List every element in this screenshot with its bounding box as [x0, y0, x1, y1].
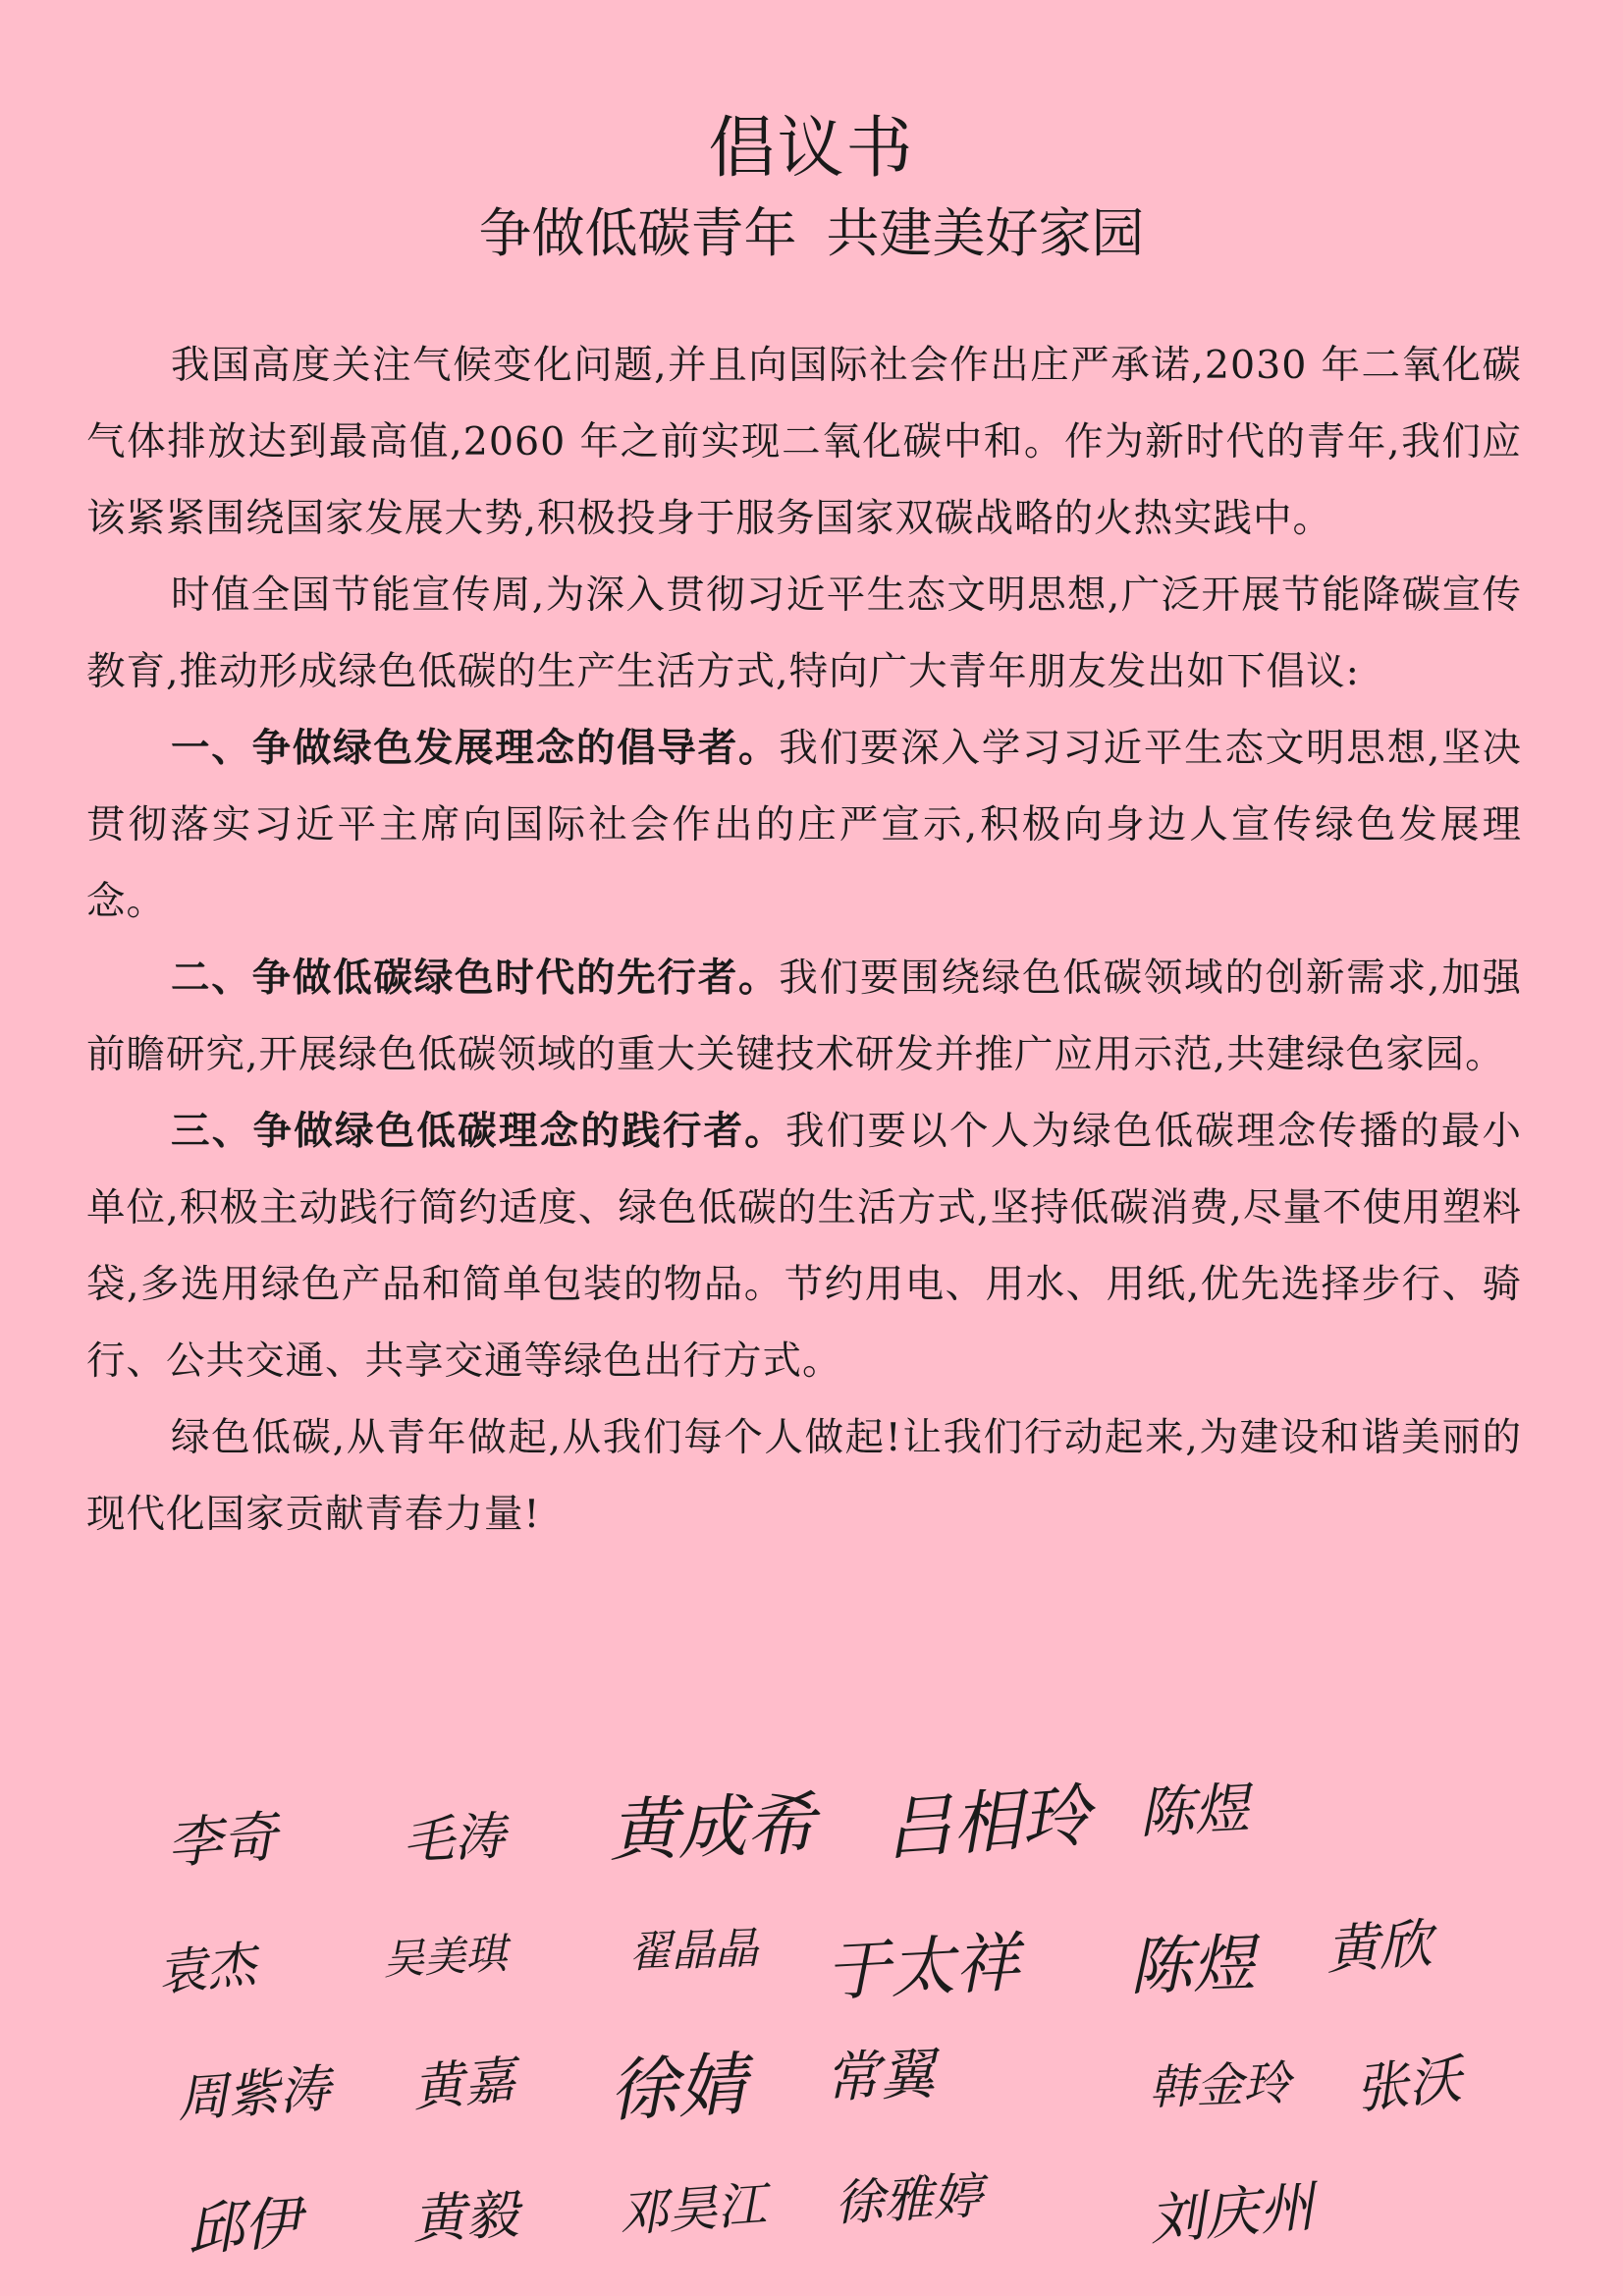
handwritten-signature: 李奇 — [165, 1805, 280, 1877]
paragraph-proposal-1: 一、争做绿色发展理念的倡导者。我们要深入学习习近平生态文明思想,坚决贯彻落实习近平主席向国际社会作出的庄严宣示,积极向身边人宣传绿色发展理念。 — [86, 726, 1523, 924]
handwritten-signature: 陈煜 — [1127, 1927, 1257, 2005]
handwritten-signature: 袁杰 — [154, 1935, 259, 2003]
handwritten-signature: 刘庆州 — [1146, 2174, 1317, 2254]
handwritten-signature: 邓昊江 — [617, 2175, 769, 2244]
document-subtitle — [0, 199, 1623, 268]
handwritten-signature: 黄嘉 — [410, 2050, 517, 2119]
handwritten-signature: 黄欣 — [1324, 1912, 1434, 1982]
handwritten-signature: 韩金玲 — [1148, 2055, 1292, 2116]
handwritten-signature: 黄成希 — [607, 1783, 817, 1872]
handwritten-signature: 徐雅婷 — [833, 2167, 984, 2232]
subtitle-part-1: 争做低碳青年 — [478, 202, 797, 264]
handwritten-signature: 徐婧 — [607, 2044, 749, 2132]
document-title: 倡议书 — [708, 110, 915, 188]
handwritten-signature: 陈煜 — [1137, 1777, 1251, 1846]
handwritten-signature: 张沃 — [1352, 2048, 1465, 2121]
paragraph-proposal-2: 二、争做低碳绿色时代的先行者。我们要围绕绿色低碳领域的创新需求,加强前瞻研究,开展绿色低碳领域的重大关键技术研发并推广应用示范,共建绿色家园。 — [86, 956, 1523, 1077]
proposal-3-heading: 三、争做绿色低碳理念的践行者。 — [171, 1109, 786, 1154]
paragraph-closing: 绿色低碳,从青年做起,从我们每个人做起!让我们行动起来,为建设和谐美丽的现代化国家贡献青春力量! — [86, 1415, 1522, 1537]
paragraph-intro: 我国高度关注气候变化问题,并且向国际社会作出庄严承诺,2030 年二氧化碳气体排放达到最高值,2060 年之前实现二氧化碳中和。作为新时代的青年,我们应该紧紧围绕国家发展大势,积极投身于服务国家双碳战略的火热实践中。 — [86, 343, 1522, 541]
handwritten-signature: 于太祥 — [823, 1924, 1022, 2011]
handwritten-signature: 黄毅 — [410, 2183, 520, 2251]
proposal-2-heading: 二、争做低碳绿色时代的先行者。 — [171, 956, 780, 1001]
document-body — [86, 327, 1522, 1553]
handwritten-signature: 周紫涛 — [175, 2059, 333, 2130]
paragraph-occasion: 时值全国节能宣传周,为深入贯彻习近平生态文明思想,广泛开展节能降碳宣传教育,推动形成绿色低碳的生产生活方式,特向广大青年朋友发出如下倡议: — [86, 573, 1522, 694]
subtitle-part-2: 共建美好家园 — [826, 202, 1145, 264]
handwritten-signature: 常翼 — [824, 2043, 937, 2110]
handwritten-signature: 吴美琪 — [381, 1929, 509, 1985]
handwritten-signature: 翟晶晶 — [627, 1923, 760, 1979]
signature-block — [137, 1768, 1512, 2264]
proposal-1-heading: 一、争做绿色发展理念的倡导者。 — [171, 726, 780, 771]
handwritten-signature: 吕相玲 — [881, 1775, 1093, 1871]
handwritten-signature: 毛涛 — [401, 1807, 507, 1872]
handwritten-signature: 邱伊 — [185, 2189, 303, 2264]
paragraph-proposal-3: 三、争做绿色低碳理念的践行者。我们要以个人为绿色低碳理念传播的最小单位,积极主动践行简约适度、绿色低碳的生活方式,坚持低碳消费,尽量不使用塑料袋,多选用绿色产品和简单包装的物品。节约用电、用水、用纸,优先选择步行、骑行、公共交通、共享交通等绿色出行方式。 — [86, 1109, 1522, 1384]
